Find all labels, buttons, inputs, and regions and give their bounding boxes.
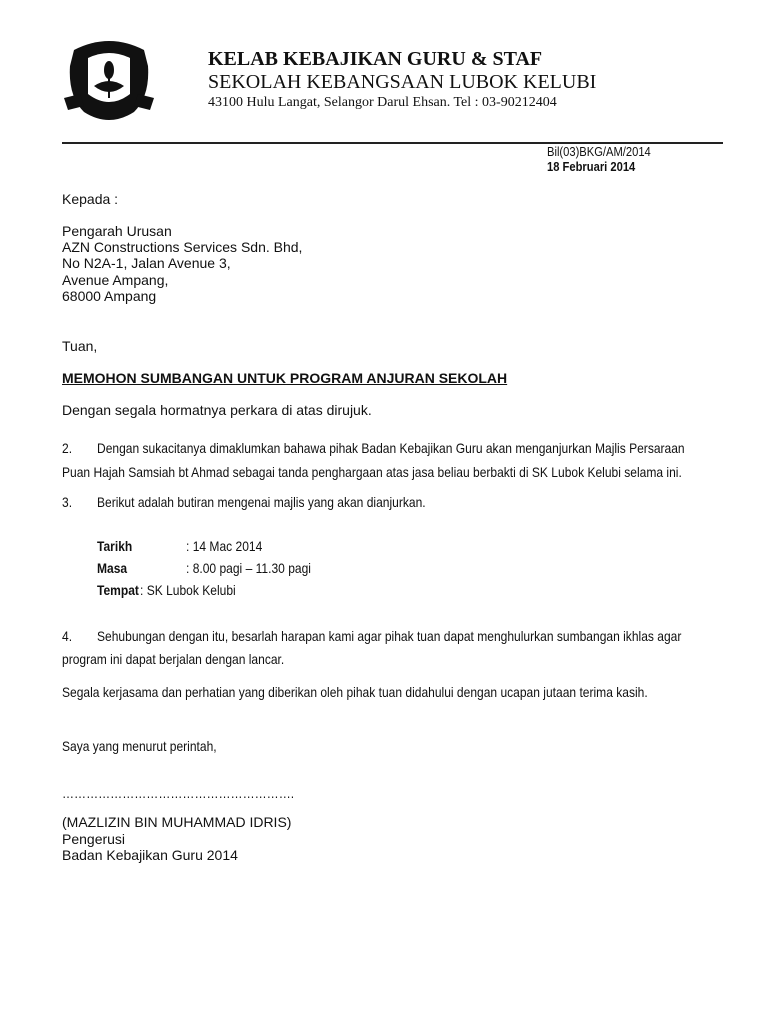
recipient-line: 68000 Ampang <box>62 288 157 304</box>
salutation: Tuan, <box>62 338 98 354</box>
paragraph-2-line: Dengan sukacitanya dimaklumkan bahawa pihak Badan Kebajikan Guru akan menganjurkan Majlis Persaraan <box>97 440 685 456</box>
signatory-name: (MAZLIZIN BIN MUHAMMAD IDRIS) <box>62 814 292 830</box>
detail-value: : SK Lubok Kelubi <box>140 582 236 598</box>
recipient-line: No N2A-1, Jalan Avenue 3, <box>62 255 231 271</box>
para-number: 2. <box>62 440 73 456</box>
para-number: 3. <box>62 494 73 510</box>
closing-paragraph: Segala kerjasama dan perhatian yang diberikan oleh pihak tuan didahului dengan ucapan jutaan terima kasih. <box>62 684 648 700</box>
detail-label: Masa <box>97 560 128 576</box>
school-address: 43100 Hulu Langat, Selangor Darul Ehsan. Tel : 03-90212404 <box>208 95 557 110</box>
detail-value: : 14 Mac 2014 <box>186 538 263 554</box>
recipient-line: Pengarah Urusan <box>62 223 172 239</box>
letter-date: 18 Februari 2014 <box>547 159 636 174</box>
signature-line: …………………………………………………. <box>62 785 295 801</box>
school-crest-logo <box>64 36 154 124</box>
recipient-label: Kepada : <box>62 191 119 207</box>
detail-value: : 8.00 pagi – 11.30 pagi <box>186 560 311 576</box>
recipient-line: AZN Constructions Services Sdn. Bhd, <box>62 239 303 255</box>
paragraph-4-line: Sehubungan dengan itu, besarlah harapan kami agar pihak tuan dapat menghulurkan sumbangan ikhlas agar <box>97 628 682 644</box>
detail-label: Tarikh <box>97 538 133 554</box>
para-number: 4. <box>62 628 73 644</box>
signatory-organisation: Badan Kebajikan Guru 2014 <box>62 847 238 863</box>
paragraph-3: Berikut adalah butiran mengenai majlis yang akan dianjurkan. <box>97 494 426 510</box>
recipient-line: Avenue Ampang, <box>62 272 169 288</box>
signoff: Saya yang menurut perintah, <box>62 738 217 754</box>
club-title: KELAB KEBAJIKAN GURU & STAF <box>208 48 543 70</box>
subject: MEMOHON SUMBANGAN UNTUK PROGRAM ANJURAN SEKOLAH <box>62 370 508 386</box>
reference-number: Bil(03)BKG/AM/2014 <box>547 144 651 159</box>
paragraph-2-line: Puan Hajah Samsiah bt Ahmad sebagai tanda penghargaan atas jasa beliau berbakti di SK Lubok Kelubi selama ini. <box>62 464 682 480</box>
opening-line: Dengan segala hormatnya perkara di atas dirujuk. <box>62 402 372 418</box>
school-name: SEKOLAH KEBANGSAAN LUBOK KELUBI <box>208 71 597 93</box>
detail-label: Tempat <box>97 582 139 598</box>
paragraph-4-line: program ini dapat berjalan dengan lancar. <box>62 651 285 667</box>
signatory-position: Pengerusi <box>62 831 126 847</box>
